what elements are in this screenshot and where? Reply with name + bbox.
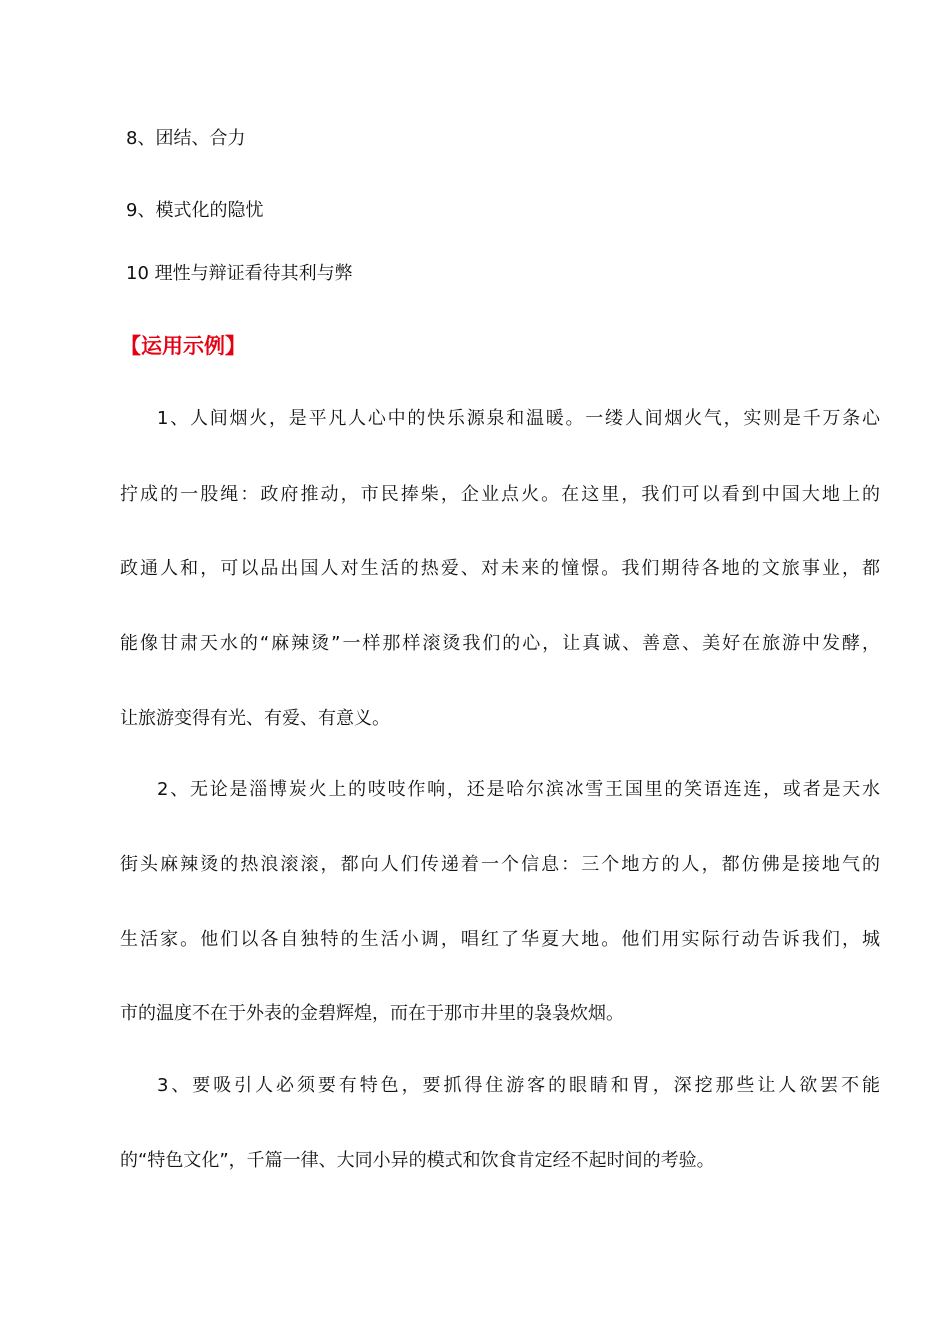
paragraph-line: 街头麻辣烫的热浪滚滚，都向人们传递着一个信息：三个地方的人，都仿佛是接地气的 bbox=[120, 854, 880, 875]
paragraph-line: 2、无论是淄博炭火上的吱吱作响，还是哈尔滨冰雪王国里的笑语连连，或者是天水 bbox=[157, 779, 880, 800]
paragraph-line: 让旅游变得有光、有爱、有意义。 bbox=[120, 708, 390, 729]
paragraph-line: 3、要吸引人必须要有特色，要抓得住游客的眼睛和胃，深挖那些让人欲罢不能 bbox=[157, 1075, 880, 1096]
paragraph-line: 能像甘肃天水的“麻辣烫”一样那样滚烫我们的心，让真诚、善意、美好在旅游中发酵， bbox=[120, 633, 880, 654]
outline-item-8: 8、团结、合力 bbox=[126, 128, 246, 149]
paragraph-line: 生活家。他们以各自独特的生活小调，唱红了华夏大地。他们用实际行动告诉我们，城 bbox=[120, 929, 880, 950]
paragraph-line: 拧成的一股绳：政府推动，市民捧柴，企业点火。在这里，我们可以看到中国大地上的 bbox=[120, 484, 880, 505]
outline-item-10: 10 理性与辩证看待其利与弊 bbox=[126, 263, 353, 284]
section-heading-examples: 【运用示例】 bbox=[120, 334, 246, 358]
paragraph-line: 的“特色文化”，千篇一律、大同小异的模式和饮食肯定经不起时间的考验。 bbox=[120, 1150, 715, 1171]
paragraph-line: 市的温度不在于外表的金碧辉煌，而在于那市井里的袅袅炊烟。 bbox=[120, 1003, 624, 1024]
paragraph-line: 政通人和，可以品出国人对生活的热爱、对未来的憧憬。我们期待各地的文旅事业，都 bbox=[120, 558, 880, 579]
paragraph-line: 1、人间烟火，是平凡人心中的快乐源泉和温暖。一缕人间烟火气，实则是千万条心 bbox=[157, 408, 880, 429]
outline-item-9: 9、模式化的隐忧 bbox=[126, 200, 264, 221]
